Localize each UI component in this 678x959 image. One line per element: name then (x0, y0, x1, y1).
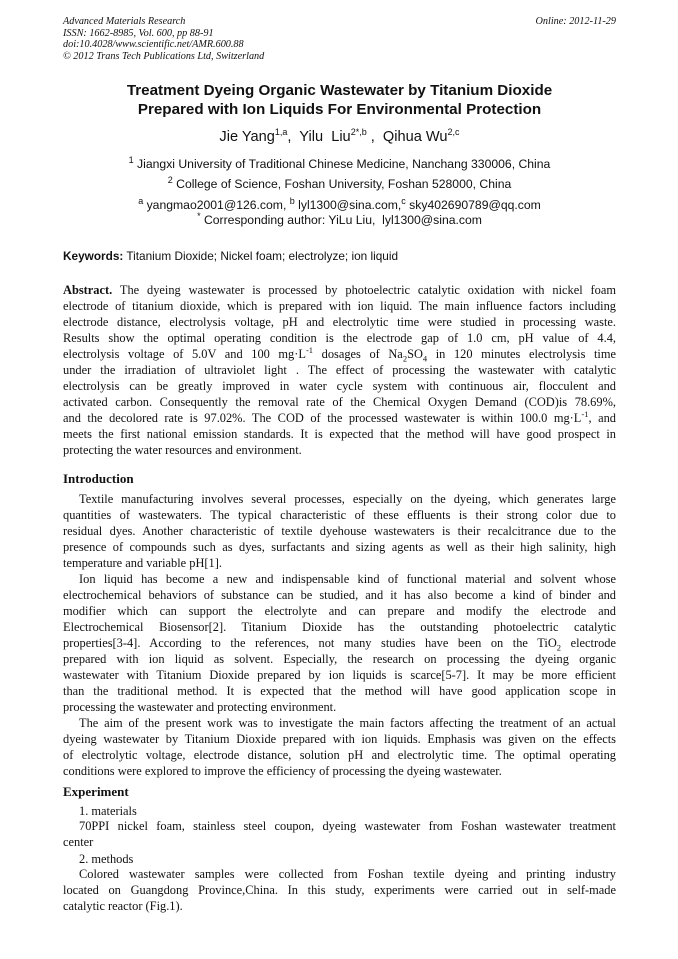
intro-line: Ion liquid has become a new and indispensable kind of functional material and solvent whose (79, 572, 616, 586)
abstract-sub: 2 (402, 353, 408, 364)
methods-line: catalytic reactor (Fig.1). (63, 898, 183, 913)
affiliation-text: College of Science, Foshan University, Foshan 528000, China (172, 177, 512, 191)
title-line-2: Prepared with Ion Liquids For Environmental Protection (137, 101, 542, 118)
title-line-1: Treatment Dyeing Organic Wastewater by Titanium Dioxide (126, 82, 553, 99)
keywords (63, 249, 616, 264)
methods-paragraph (63, 867, 616, 915)
journal-name: Advanced Materials Research (63, 16, 186, 27)
abstract-line: Results show the optimal operating condition is the electrode gap of 1.0 cm, pH value of 4.4, (63, 330, 616, 345)
affiliation-1 (63, 154, 616, 172)
email-sup: b (289, 195, 295, 206)
abstract-line: electrode of titanium dioxide, which is prepared with ion liquid. The main influence factors including (63, 298, 616, 313)
intro-line: wastewater with Titanium Dioxide prepared by ion liquids is scarce[5-7]. It may be more efficient (63, 667, 616, 682)
affiliation-sup: 2 (167, 174, 173, 185)
methods-line: Colored wastewater samples were collected from Foshan textile dyeing and printing industry (79, 867, 616, 881)
materials-line: center (63, 834, 94, 849)
intro-line: modifier which can support the electrolyte and can prepare and modify the electrode and (63, 603, 616, 618)
affiliation-sup: 1 (128, 154, 134, 165)
author-name: Jie Yang (219, 129, 275, 145)
abstract-line: under the irradiation of ultraviolet light . The effect of processing the wastewater with catalytic (63, 362, 616, 377)
abstract-line: meets the first national emission standards. It is expected that the method will have good prospect in (63, 426, 616, 441)
methods-subheading: 2. methods (79, 852, 134, 866)
abstract-text: , and (588, 410, 616, 425)
abstract-sup: -1 (305, 344, 314, 355)
author-sup: 2*,b (350, 127, 367, 138)
intro-line: prepared with ion liquid as solvent. Especially, the research on processing the dyeing organic (63, 651, 616, 666)
author-name: Qihua Wu (382, 129, 448, 145)
journal-header (63, 16, 616, 62)
abstract-line: protecting the water resources and environment. (63, 442, 302, 457)
corresponding-text: Corresponding author: YiLu Liu, lyl1300@sina.com (200, 213, 482, 227)
keywords-label: Keywords: (63, 249, 124, 263)
affiliation-text: Jiangxi University of Traditional Chinese Medicine, Nanchang 330006, China (133, 157, 551, 171)
abstract-text: The dyeing wastewater is processed by photoelectric catalytic oxidation with nickel foam (112, 283, 616, 297)
methods-line: located on Guangdong Province,China. In this study, experiments were carried out in self-made (63, 882, 616, 897)
corresponding-sup: * (197, 210, 201, 221)
abstract-text: and the decolored rate is 97.02%. The COD of the processed wastewater is within 100.0 mg·L (63, 410, 582, 425)
email-b: lyl1300@sina.com, (294, 198, 402, 212)
email-a: yangmao2001@126.com, (143, 198, 290, 212)
email-line (63, 195, 616, 213)
intro-line: electrochemical behaviors of substance can be studied, and it has also become a kind of binder and (63, 587, 616, 602)
affiliation-2 (63, 174, 616, 192)
online-date: Online: 2012-11-29 (535, 16, 616, 27)
intro-paragraph-3 (63, 716, 616, 780)
introduction-heading: Introduction (63, 471, 134, 486)
intro-line: of electrolytic voltage, electrode distance, solution pH and electrolytic time. The optimal operating (63, 747, 616, 762)
intro-text: electrode (561, 635, 616, 650)
corresponding-author (63, 210, 616, 228)
abstract-line (63, 283, 616, 299)
intro-line: residual dyes. Another characteristic of textile dyehouse wastewaters is their recalcitrance due to the (63, 523, 616, 538)
abstract-sub: 4 (422, 353, 428, 364)
abstract (63, 283, 616, 458)
materials-paragraph (63, 819, 616, 851)
author-sup: 1,a (274, 127, 288, 138)
intro-line: temperature and variable pH[1]. (63, 555, 222, 570)
abstract-text: in 120 minutes electrolysis time (427, 346, 616, 361)
abstract-text: dosages of Na (313, 346, 403, 361)
abstract-line: electrode distance, electrolysis voltage, pH and electrolytic time were studied in processing waste. (63, 314, 616, 329)
intro-line: conditions were explored to improve the efficiency of processing the dyeing wastewater. (63, 763, 502, 778)
email-sup: a (138, 195, 144, 206)
issn-line: ISSN: 1662-8985, Vol. 600, pp 88-91 (63, 27, 214, 39)
materials-subheading: 1. materials (79, 804, 137, 818)
intro-line: dyeing wastewater by Titanium Dioxide prepared with ion liquids. Emphasis was given on the effects (63, 731, 616, 746)
abstract-text: SO (407, 346, 423, 361)
materials-line: 70PPI nickel foam, stainless steel coupon, dyeing wastewater from Foshan wastewater treatment (79, 819, 616, 833)
email-c: sky402690789@qq.com (405, 198, 541, 212)
intro-paragraph-2 (63, 572, 616, 716)
copyright-line: © 2012 Trans Tech Publications Ltd, Switzerland (63, 50, 265, 62)
intro-sub: 2 (556, 642, 562, 653)
email-sup: c (401, 195, 406, 206)
author-separator: , (287, 129, 300, 145)
intro-line: presence of compounds such as dyes, surfactants and sizing agents as well as their high salinity, high (63, 539, 616, 554)
intro-line: The aim of the present work was to investigate the main factors affecting the treatment of an actual (79, 716, 616, 730)
doi-line: doi:10.4028/www.scientific.net/AMR.600.88 (63, 39, 244, 51)
intro-line: than the traditional method. It is expected that the method will have good application scope in (63, 683, 616, 698)
abstract-line (63, 344, 616, 364)
intro-text: properties[3-4]. According to the references, not many studies have been on the TiO (63, 635, 557, 650)
author-list (63, 128, 616, 146)
abstract-text: electrolysis voltage of 5.0V and 100 mg·L (63, 346, 306, 361)
intro-line: quantities of wastewaters. The typical characteristic of these effluents is their strong color due to (63, 507, 616, 522)
intro-line (63, 636, 616, 652)
abstract-line: electrolysis can be greatly improved in water cycle system with continuous air, flocculent and (63, 378, 616, 393)
keywords-text: Titanium Dioxide; Nickel foam; electrolyze; ion liquid (123, 249, 399, 263)
abstract-label: Abstract. (63, 283, 113, 297)
abstract-sup: -1 (581, 408, 589, 419)
abstract-line (63, 408, 616, 427)
intro-line: processing the wastewater and protecting environment. (63, 699, 337, 714)
paper-title (63, 81, 616, 119)
author-sup: 2,c (447, 127, 460, 138)
author-separator: , (366, 129, 383, 145)
abstract-line: activated carbon. Consequently the removal rate of the Chemical Oxygen Demand (COD)is 78.69%, (63, 394, 616, 409)
author-name: Yilu Liu (299, 129, 351, 145)
intro-line: Electrochemical Biosensor[2]. Titanium Dioxide has the outstanding photoelectric catalytic (63, 619, 616, 634)
experiment-heading: Experiment (63, 784, 129, 799)
intro-line: Textile manufacturing involves several processes, especially on the dyeing, which generates large (79, 492, 616, 506)
intro-paragraph-1 (63, 492, 616, 572)
